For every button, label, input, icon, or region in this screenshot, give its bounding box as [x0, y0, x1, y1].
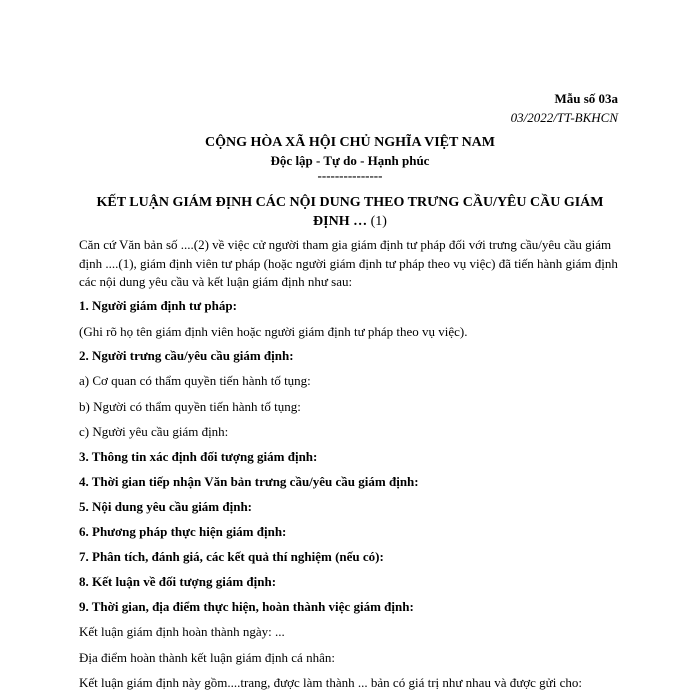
section-1-note: (Ghi rõ họ tên giám định viên hoặc người giám định tư pháp theo vụ việc). — [79, 324, 468, 339]
section-4-heading: 4. Thời gian tiếp nhận Văn bản trưng cầu/yêu cầu giám định: — [79, 474, 419, 489]
form-reference: 03/2022/TT-BKHCN — [510, 110, 618, 125]
document-title-main: KẾT LUẬN GIÁM ĐỊNH CÁC NỘI DUNG THEO TRƯNG CẦU/YÊU CẦU GIÁM ĐỊNH … — [96, 195, 604, 229]
completion-place-line: Địa điểm hoàn thành kết luận giám định cá nhân: — [79, 650, 335, 665]
section-2-heading: 2. Người trưng cầu/yêu cầu giám định: — [79, 348, 294, 363]
intro-paragraph: Căn cứ Văn bản số ....(2) về việc cử người tham gia giám định tư pháp đối với trưng cầu/yêu cầu giám định ....(1), giám định viên tư pháp (hoặc người giám định tư pháp theo vụ việc) đã tiến hành giám định các nội dung yêu cầu và kết luận giám định như sau: — [79, 237, 618, 289]
completion-date-line: Kết luận giám định hoàn thành ngày: ... — [79, 624, 285, 639]
section-3-heading: 3. Thông tin xác định đối tượng giám định: — [79, 449, 318, 464]
national-motto: Độc lập - Tự do - Hạnh phúc — [270, 153, 430, 168]
header-divider: --------------- — [317, 168, 383, 183]
section-1-heading: 1. Người giám định tư pháp: — [79, 298, 237, 313]
section-2-item-c: c) Người yêu cầu giám định: — [79, 424, 229, 439]
country-name: CỘNG HÒA XÃ HỘI CHỦ NGHĨA VIỆT NAM — [204, 135, 495, 150]
form-number: Mẫu số 03a — [554, 91, 618, 106]
section-2-item-b: b) Người có thẩm quyền tiến hành tố tụng: — [79, 399, 301, 414]
copies-line: Kết luận giám định này gồm....trang, được làm thành ... bản có giá trị như nhau và được gửi cho: — [79, 675, 582, 690]
section-8-heading: 8. Kết luận về đối tượng giám định: — [79, 574, 277, 589]
section-6-heading: 6. Phương pháp thực hiện giám định: — [79, 524, 287, 539]
section-2-item-a: a) Cơ quan có thẩm quyền tiến hành tố tụng: — [79, 373, 311, 388]
section-7-heading: 7. Phân tích, đánh giá, các kết quả thí nghiệm (nếu có): — [79, 549, 384, 564]
section-5-heading: 5. Nội dung yêu cầu giám định: — [79, 499, 253, 514]
document-title-suffix: (1) — [367, 214, 387, 229]
section-9-heading: 9. Thời gian, địa điểm thực hiện, hoàn thành việc giám định: — [79, 599, 414, 614]
document-title — [80, 193, 620, 231]
